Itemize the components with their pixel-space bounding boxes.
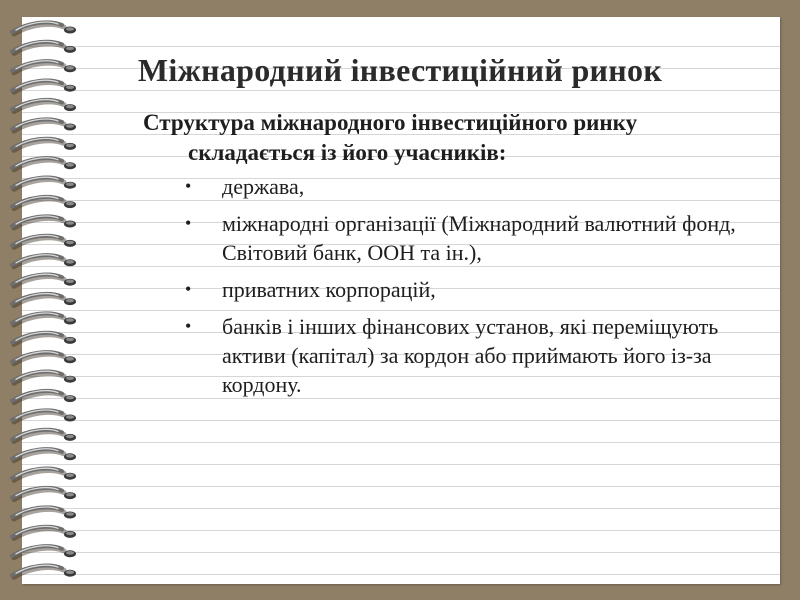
spiral-ring-icon — [12, 371, 76, 383]
spiral-ring-icon — [12, 138, 76, 150]
spiral-ring-icon — [12, 565, 76, 577]
spiral-ring-icon — [12, 313, 76, 325]
spiral-ring-icon — [12, 468, 76, 480]
spiral-ring-icon — [12, 391, 76, 403]
list-item-text: держава, — [222, 174, 305, 199]
spiral-ring-icon — [12, 449, 76, 461]
spiral-ring-icon — [12, 294, 76, 306]
spiral-ring-icon — [12, 216, 76, 228]
spiral-ring-icon — [12, 197, 76, 209]
list-item — [143, 312, 743, 399]
slide-title: Міжнародний інвестиційний ринок — [137, 52, 663, 88]
list-item — [143, 275, 743, 304]
spiral-ring-icon — [12, 507, 76, 519]
bullet-icon: • — [185, 316, 192, 336]
spiral-ring-icon — [12, 255, 76, 267]
spiral-ring-icon — [12, 100, 76, 112]
list-item — [143, 209, 743, 267]
slide-content — [143, 108, 743, 407]
intro-line-2: складається із його учасників: — [188, 140, 507, 165]
bullet-icon: • — [185, 213, 192, 233]
bullet-icon: • — [185, 176, 192, 196]
list-item-text: міжнародні організації (Міжнародний валютний фонд, Світовий банк, ООН та ін.), — [222, 211, 736, 265]
spiral-ring-icon — [12, 177, 76, 189]
spiral-ring-icon — [12, 274, 76, 286]
spiral-ring-icon — [12, 352, 76, 364]
spiral-ring-icon — [12, 332, 76, 344]
spiral-ring-icon — [12, 429, 76, 441]
spiral-ring-icon — [12, 22, 76, 34]
spiral-ring-icon — [12, 158, 76, 170]
list-item — [143, 172, 743, 201]
bullet-icon: • — [185, 279, 192, 299]
participants-list — [143, 172, 743, 399]
spiral-ring-icon — [12, 410, 76, 422]
spiral-ring-icon — [12, 526, 76, 538]
list-item-text: приватних корпорацій, — [222, 277, 436, 302]
notebook-spiral-binding-icon — [0, 18, 90, 588]
spiral-ring-icon — [12, 488, 76, 500]
list-item-text: банків і інших фінансових установ, які переміщують активи (капітал) за кордон або приймають його із-за кордону. — [222, 314, 719, 397]
intro-line-1: Структура міжнародного інвестиційного ринку — [143, 110, 638, 135]
intro-text — [143, 108, 743, 168]
spiral-ring-icon — [12, 235, 76, 247]
spiral-ring-icon — [12, 546, 76, 558]
spiral-ring-icon — [12, 119, 76, 131]
